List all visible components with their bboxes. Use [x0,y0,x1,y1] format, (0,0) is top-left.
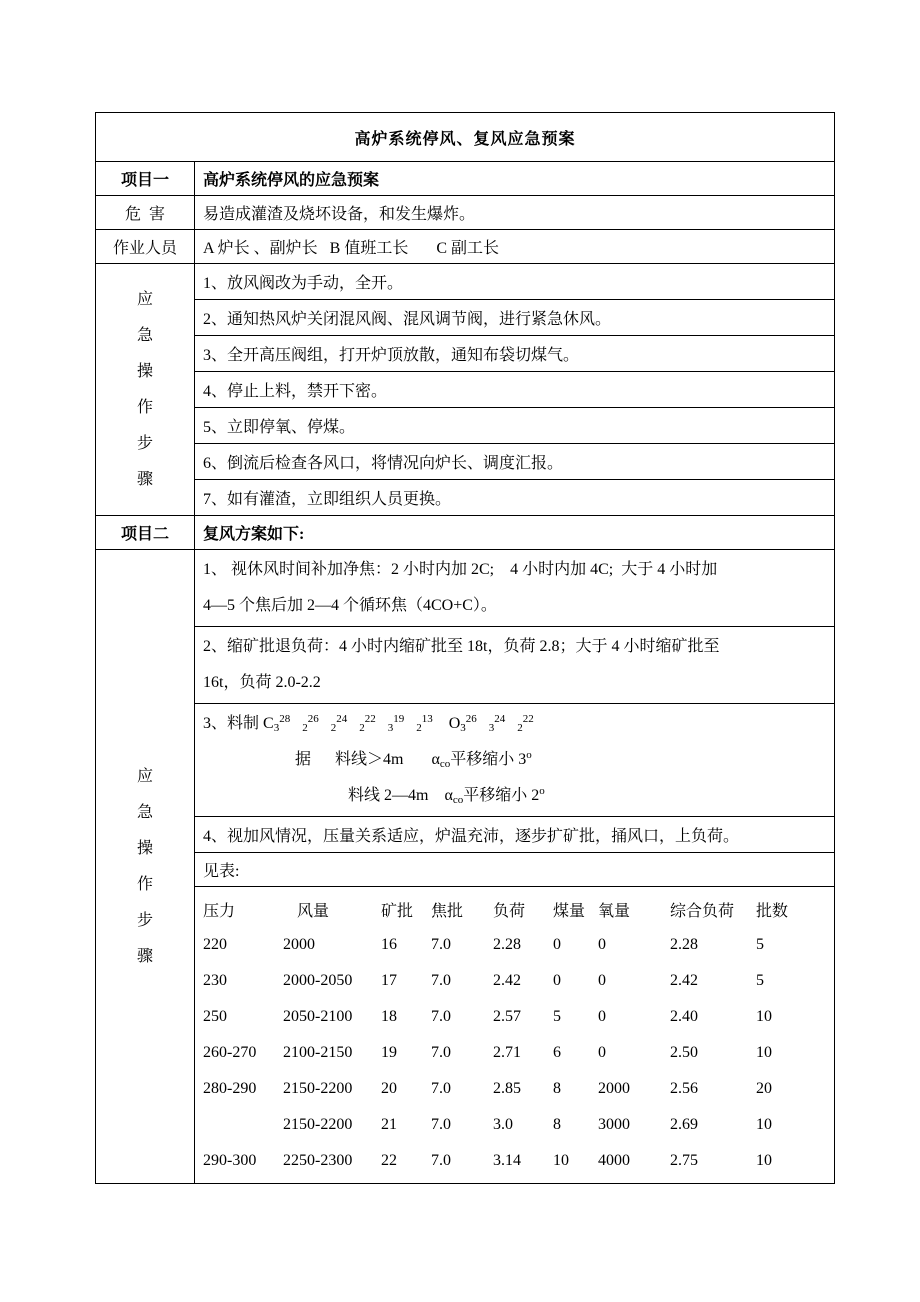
step-row [96,444,835,480]
item2-row [96,516,835,550]
step-row [96,264,835,300]
charge-formula [203,706,826,742]
cell-load: 2.71 [493,1044,521,1061]
cell-load: 3.0 [493,1116,513,1133]
alpha-symbol: α [431,751,440,768]
cell-load: 2.85 [493,1080,521,1097]
cell-coke-batch: 7.0 [431,936,451,953]
steps-label-char: 操 [136,362,153,380]
hazard-value: 易造成灌渣及烧坏设备，和发生爆炸。 [195,196,835,230]
formula-sub: 3 [488,722,495,734]
item1-label: 项目一 [96,162,195,196]
cell-pressure: 260-270 [203,1044,257,1061]
recovery-p1-line2: 4—5 个焦后加 2—4 个循环焦（4CO+C）。 [203,597,497,614]
table-row [203,927,806,963]
cell-combined-load: 2.75 [670,1152,698,1169]
formula-sub: 2 [302,722,308,734]
hazard-label: 危 害 [96,196,195,230]
cell-oxygen: 0 [598,1008,606,1025]
formula-line-2 [203,742,826,778]
header-coal: 煤量 [553,902,586,920]
data-table-header [203,891,806,927]
cell-oxygen: 2000 [598,1080,630,1097]
cell-oxygen: 4000 [598,1152,630,1169]
cell-ore-batch: 20 [381,1080,397,1097]
recovery-paragraph-4: 4、视加风情况，压量关系适应，炉温充沛，逐步扩矿批，捅风口，上负荷。 [195,817,835,853]
cell-combined-load: 2.28 [670,936,698,953]
step-item: 7、如有灌渣，立即组织人员更换。 [195,480,835,516]
step-item: 2、通知热风炉关闭混风阀、混风调节阀，进行紧急休风。 [195,300,835,336]
recovery-p2-line2: 16t，负荷 2.0-2.2 [203,674,321,691]
step-item: 4、停止上料，禁开下密。 [195,372,835,408]
recovery-row-1 [96,550,835,627]
formula-sub: 3 [387,722,394,734]
cell-coke-batch: 7.0 [431,1008,451,1025]
cell-combined-load: 2.40 [670,1008,698,1025]
shift-text: 平移缩小 3 [450,751,527,768]
steps-label-char: 步 [136,911,153,929]
item1-value: 高炉系统停风的应急预案 [195,162,835,196]
formula-o: O [448,715,461,732]
header-coke-batch: 焦批 [431,902,464,920]
data-table-body [203,927,806,1179]
table-row [203,1143,806,1179]
formula-sup: 22 [364,713,376,725]
cell-batch-count: 5 [756,936,764,953]
step-item: 3、全开高压阀组，打开炉顶放散，通知布袋切煤气。 [195,336,835,372]
table-row [203,999,806,1035]
formula-sub: 2 [416,722,422,734]
recovery-row-3 [96,704,835,817]
cell-coal: 8 [553,1116,561,1133]
alpha-sub: co [439,758,451,770]
formula-sup: 24 [494,713,506,725]
formula-sup: 26 [307,713,319,725]
table-row [203,963,806,999]
formula-sub: 3 [273,722,280,734]
cell-coke-batch: 7.0 [431,1152,451,1169]
cell-batch-count: 10 [756,1044,772,1061]
personnel-label: 作业人员 [96,230,195,264]
steps-label-char: 应 [136,767,153,785]
cell-coal: 10 [553,1152,569,1169]
formula-sub: 2 [330,722,337,734]
degree-sup: o [539,785,545,797]
cell-combined-load: 2.42 [670,972,698,989]
item2-value: 复风方案如下: [195,516,835,550]
alpha-symbol: α [444,787,453,804]
formula-sup: 26 [465,713,477,725]
cell-ore-batch: 18 [381,1008,397,1025]
cell-load: 2.28 [493,936,521,953]
formula-line-3 [203,778,826,814]
cell-oxygen: 3000 [598,1116,630,1133]
steps-label-char: 作 [136,875,153,893]
cell-coal: 0 [553,936,561,953]
alpha-sub: co [452,794,464,806]
cell-coke-batch: 7.0 [431,1044,451,1061]
plan-table [95,112,835,1184]
cell-ore-batch: 19 [381,1044,397,1061]
title-row [96,113,835,162]
cell-airflow: 2150-2200 [283,1080,353,1097]
steps-label-char: 急 [136,803,153,821]
table-row [203,1107,806,1143]
item2-label: 项目二 [96,516,195,550]
steps-label-char: 急 [136,326,153,344]
personnel-row [96,230,835,264]
cell-airflow: 2000 [283,936,315,953]
cell-load: 3.14 [493,1152,521,1169]
table-row [203,1071,806,1107]
stockline-2-4: 料线 2—4m [348,787,429,804]
table-row [203,1035,806,1071]
formula-sup: 13 [421,713,433,725]
cell-batch-count: 10 [756,1116,772,1133]
recovery-paragraph-3 [195,704,835,817]
step-row [96,300,835,336]
formula-sub: 2 [517,722,523,734]
cell-batch-count: 20 [756,1080,772,1097]
cell-coal: 6 [553,1044,561,1061]
formula-sup: 24 [336,713,348,725]
cell-oxygen: 0 [598,972,606,989]
recovery-vertical-label [96,550,195,1184]
steps-label-char: 应 [136,290,153,308]
hazard-row [96,196,835,230]
recovery-p1-line1: 1、 视休风时间补加净焦：2 小时内加 2C; 4 小时内加 4C; 大于 4 小时加 [203,561,718,578]
cell-airflow: 2150-2200 [283,1116,353,1133]
data-table [203,891,806,1179]
cell-combined-load: 2.50 [670,1044,698,1061]
degree-sup: o [526,749,532,761]
cell-oxygen: 0 [598,936,606,953]
cell-load: 2.42 [493,972,521,989]
shift-text: 平移缩小 2 [463,787,540,804]
cell-airflow: 2050-2100 [283,1008,353,1025]
cell-batch-count: 5 [756,972,764,989]
steps-label-char: 操 [136,839,153,857]
header-pressure: 压力 [203,902,236,920]
cell-coke-batch: 7.0 [431,1080,451,1097]
step-item: 6、倒流后检查各风口，将情况向炉长、调度汇报。 [195,444,835,480]
step-row [96,480,835,516]
step-row [96,408,835,444]
cell-combined-load: 2.69 [670,1116,698,1133]
header-combined-load: 综合负荷 [670,902,735,920]
steps-label-char: 步 [136,434,153,452]
steps-label-char: 骤 [136,470,153,488]
steps-label-char: 作 [136,398,153,416]
steps-vertical-label [96,264,195,516]
cell-ore-batch: 16 [381,936,397,953]
personnel-value: A 炉长 、副炉长 B 值班工长 C 副工长 [195,230,835,264]
page-title: 高炉系统停风、复风应急预案 [96,113,835,162]
header-oxygen: 氧量 [598,902,631,920]
cell-airflow: 2000-2050 [283,972,353,989]
formula-sub: 3 [460,722,466,734]
stockline-gt4: 料线＞4m [335,751,404,768]
header-ore-batch: 矿批 [381,902,414,920]
recovery-row-4 [96,817,835,853]
cell-pressure: 280-290 [203,1080,257,1097]
see-table-label: 见表: [195,853,835,887]
recovery-paragraph-1 [195,550,835,627]
cell-pressure: 250 [203,1008,227,1025]
cell-ore-batch: 17 [381,972,397,989]
cell-pressure [203,1107,283,1143]
recovery-paragraph-2 [195,627,835,704]
step-item: 5、立即停氧、停煤。 [195,408,835,444]
header-batch-count: 批数 [756,902,789,920]
step-row [96,336,835,372]
recovery-row-6 [96,887,835,1184]
formula-sup: 28 [279,713,291,725]
cell-ore-batch: 21 [381,1116,397,1133]
cell-coal: 0 [553,972,561,989]
cell-oxygen: 0 [598,1044,606,1061]
item1-row [96,162,835,196]
recovery-row-2 [96,627,835,704]
cell-pressure: 290-300 [203,1152,257,1169]
cell-ore-batch: 22 [381,1152,397,1169]
cell-coke-batch: 7.0 [431,972,451,989]
formula-sup: 19 [393,713,405,725]
recovery-row-5 [96,853,835,887]
cell-batch-count: 10 [756,1152,772,1169]
document [95,112,834,1184]
formula-prefix: 3、料制 C [203,715,274,732]
cell-load: 2.57 [493,1008,521,1025]
cell-coke-batch: 7.0 [431,1116,451,1133]
header-load: 负荷 [493,902,526,920]
cell-coal: 5 [553,1008,561,1025]
step-row [96,372,835,408]
cell-coal: 8 [553,1080,561,1097]
steps-label-char: 骤 [136,947,153,965]
formula-sub: 2 [359,722,365,734]
step-item: 1、放风阀改为手动，全开。 [195,264,835,300]
cell-airflow: 2250-2300 [283,1152,353,1169]
cell-pressure: 230 [203,972,227,989]
header-airflow: 风量 [297,902,330,920]
cell-airflow: 2100-2150 [283,1044,353,1061]
recovery-p2-line1: 2、缩矿批退负荷：4 小时内缩矿批至 18t，负荷 2.8；大于 4 小时缩矿批至 [203,638,720,655]
formula-sup: 22 [522,713,534,725]
cell-batch-count: 10 [756,1008,772,1025]
cell-pressure: 220 [203,936,227,953]
formula-basis: 据 [295,751,312,768]
cell-combined-load: 2.56 [670,1080,698,1097]
data-table-cell [195,887,835,1184]
